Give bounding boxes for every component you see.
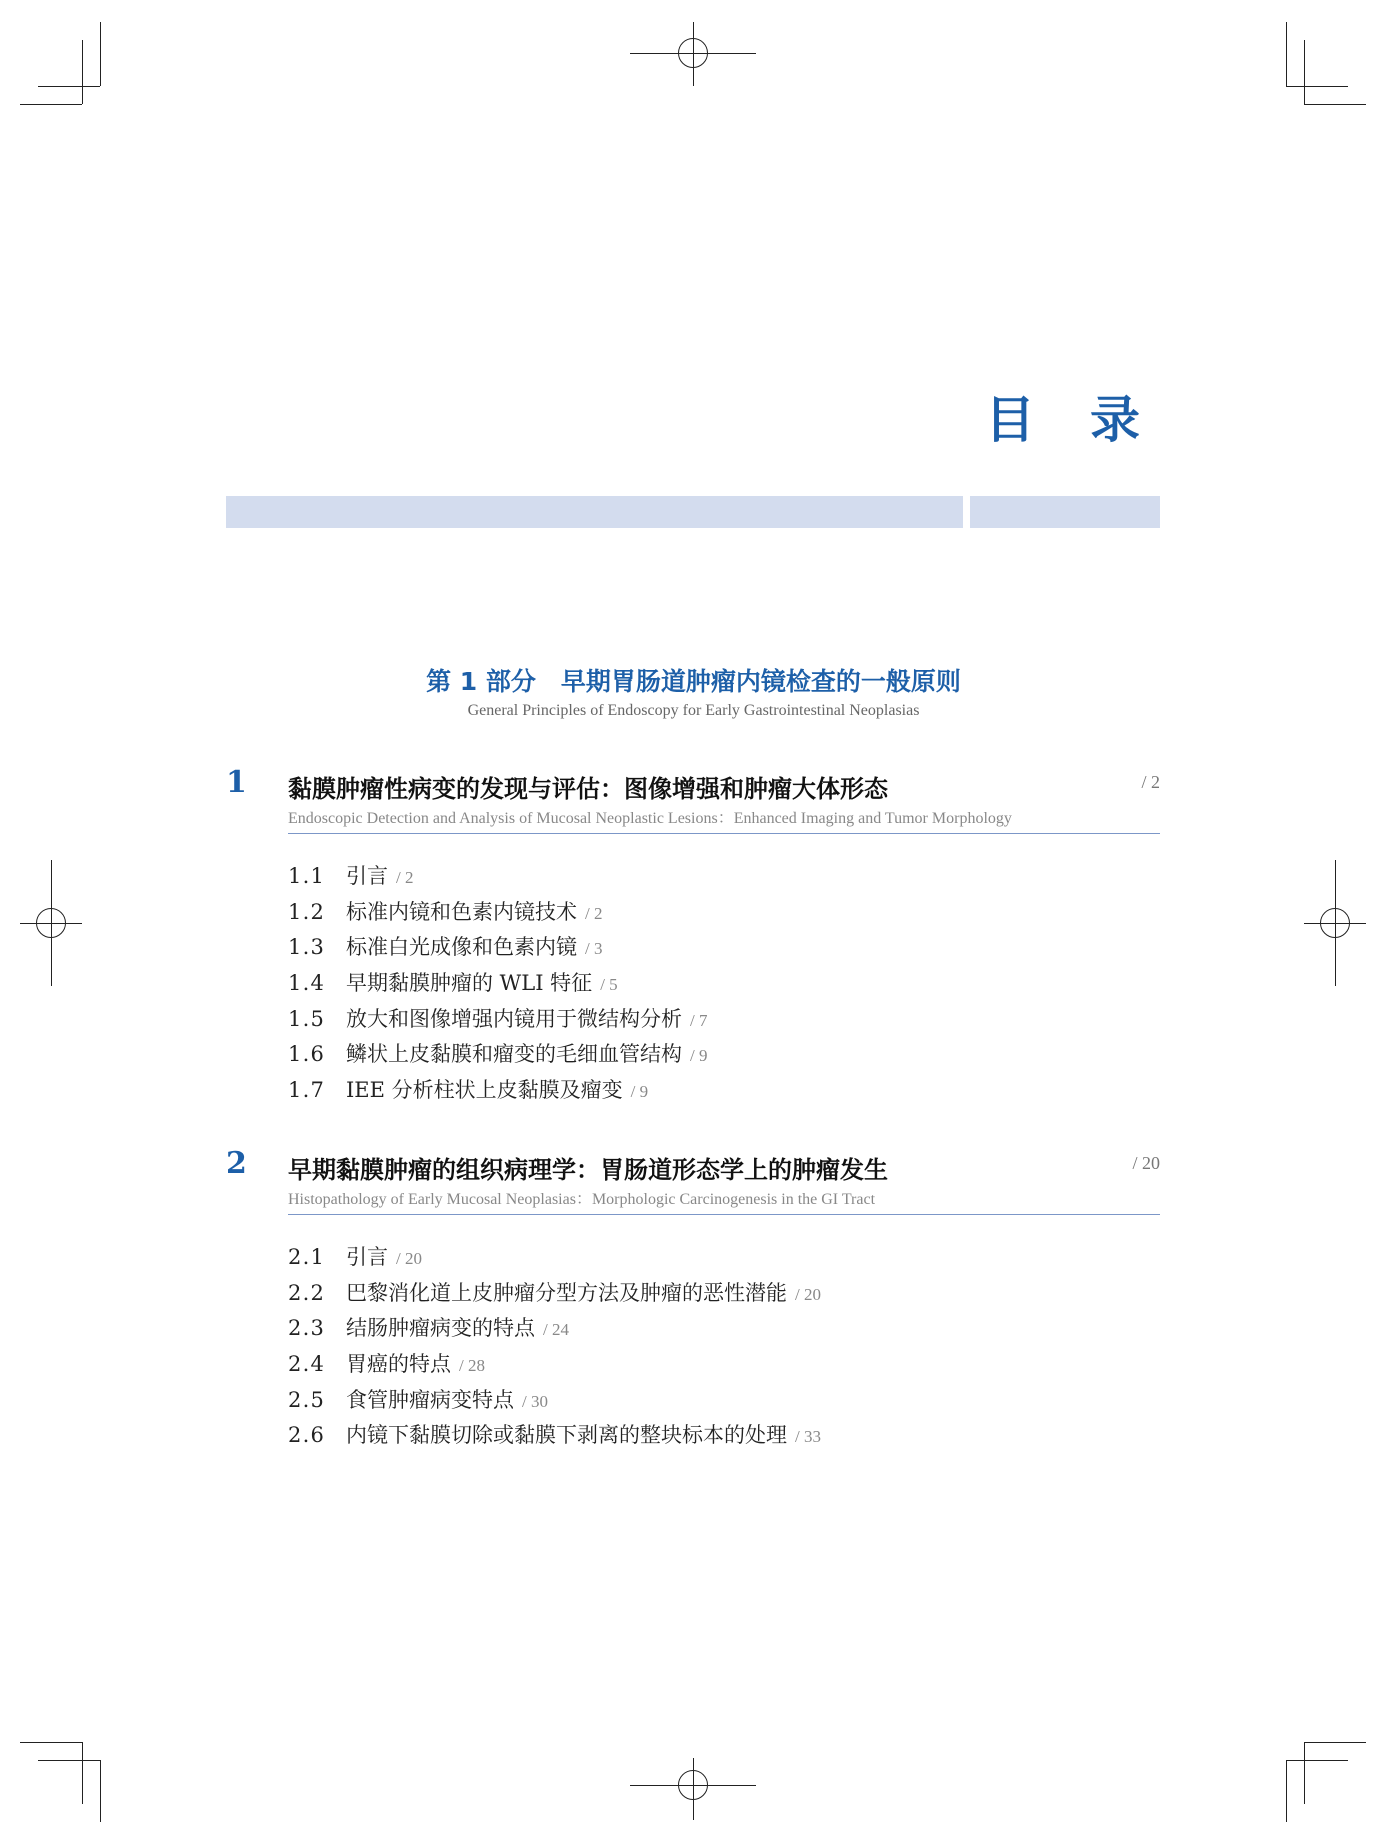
toc-entry[interactable]	[288, 895, 707, 931]
section-title: 鳞状上皮黏膜和瘤变的毛细血管结构	[346, 1042, 682, 1067]
section-title: 引言	[346, 1245, 388, 1269]
section-page: / 2	[396, 868, 414, 887]
chapter-number: 2	[226, 1146, 247, 1181]
chapter-divider	[288, 833, 1160, 834]
section-number: 2.4	[288, 1352, 326, 1377]
chapter-english-title: Histopathology of Early Mucosal Neoplasias：Morphologic Carcinogenesis in the GI Tract	[288, 1191, 876, 1208]
section-page: / 9	[690, 1046, 708, 1066]
section-page: / 24	[543, 1320, 569, 1340]
section-title: 结肠肿瘤病变的特点	[346, 1316, 535, 1341]
toc-entry[interactable]	[288, 1073, 707, 1109]
section-page: / 9	[630, 1082, 649, 1102]
section-list	[288, 1240, 821, 1454]
section-list	[288, 859, 707, 1109]
section-page: / 33	[795, 1427, 821, 1447]
toc-entry[interactable]	[288, 966, 707, 1002]
section-number: 1.5	[288, 1006, 326, 1031]
toc-entry[interactable]	[288, 1240, 821, 1276]
section-title: IEE 分析柱状上皮黏膜及瘤变	[346, 1078, 623, 1103]
section-page: / 7	[690, 1010, 708, 1030]
chapter-page: / 20	[1132, 1153, 1160, 1173]
section-number: 1.2	[288, 899, 326, 924]
section-title: 标准白光成像和色素内镜	[346, 935, 577, 960]
chapter-divider	[288, 1214, 1160, 1215]
toc-entry[interactable]	[288, 859, 707, 895]
section-number: 1.1	[288, 864, 326, 888]
title-band-left	[226, 496, 963, 528]
toc-entry[interactable]	[288, 1347, 821, 1383]
part-title: 第 1 部分 早期胃肠道肿瘤内镜检查的一般原则	[426, 667, 961, 696]
section-title: 内镜下黏膜切除或黏膜下剥离的整块标本的处理	[346, 1423, 787, 1448]
toc-entry[interactable]	[288, 1002, 707, 1038]
section-title: 巴黎消化道上皮肿瘤分型方法及肿瘤的恶性潜能	[346, 1280, 787, 1305]
section-page: / 2	[585, 903, 603, 923]
section-title: 早期黏膜肿瘤的 WLI 特征	[346, 971, 593, 996]
toc-entry[interactable]	[288, 1418, 821, 1454]
title-band-right	[970, 496, 1160, 528]
section-number: 2.1	[288, 1245, 326, 1269]
section-title: 放大和图像增强内镜用于微结构分析	[346, 1006, 682, 1031]
section-number: 1.4	[288, 971, 326, 996]
section-number: 1.7	[288, 1078, 326, 1103]
chapter-title[interactable]: 黏膜肿瘤性病变的发现与评估：图像增强和肿瘤大体形态	[288, 774, 888, 803]
section-page: / 20	[396, 1249, 422, 1268]
section-page: / 5	[600, 975, 618, 995]
chapter-page: / 2	[1141, 772, 1160, 792]
section-page: / 30	[522, 1391, 548, 1411]
section-title: 标准内镜和色素内镜技术	[346, 899, 577, 924]
section-number: 2.3	[288, 1316, 326, 1341]
section-title: 食管肿瘤病变特点	[346, 1387, 514, 1412]
toc-entry[interactable]	[288, 1311, 821, 1347]
section-number: 1.6	[288, 1042, 326, 1067]
toc-entry[interactable]	[288, 1037, 707, 1073]
section-number: 2.5	[288, 1387, 326, 1412]
section-page: / 3	[585, 939, 603, 959]
chapter-title[interactable]: 早期黏膜肿瘤的组织病理学：胃肠道形态学上的肿瘤发生	[288, 1155, 888, 1184]
section-number: 2.2	[288, 1280, 326, 1305]
toc-entry[interactable]	[288, 1383, 821, 1419]
section-number: 2.6	[288, 1423, 326, 1448]
section-number: 1.3	[288, 935, 326, 960]
toc-entry[interactable]	[288, 1276, 821, 1312]
section-title: 胃癌的特点	[346, 1352, 451, 1377]
section-page: / 20	[795, 1284, 821, 1304]
section-title: 引言	[346, 864, 388, 888]
section-page: / 28	[459, 1356, 485, 1376]
toc-entry[interactable]	[288, 930, 707, 966]
page-title: 目 录	[985, 391, 1143, 449]
part-subtitle: General Principles of Endoscopy for Early Gastrointestinal Neoplasias	[467, 702, 920, 719]
chapter-english-title: Endoscopic Detection and Analysis of Mucosal Neoplastic Lesions：Enhanced Imaging and Tumor Morphology	[288, 810, 1012, 827]
chapter-number: 1	[226, 765, 247, 800]
